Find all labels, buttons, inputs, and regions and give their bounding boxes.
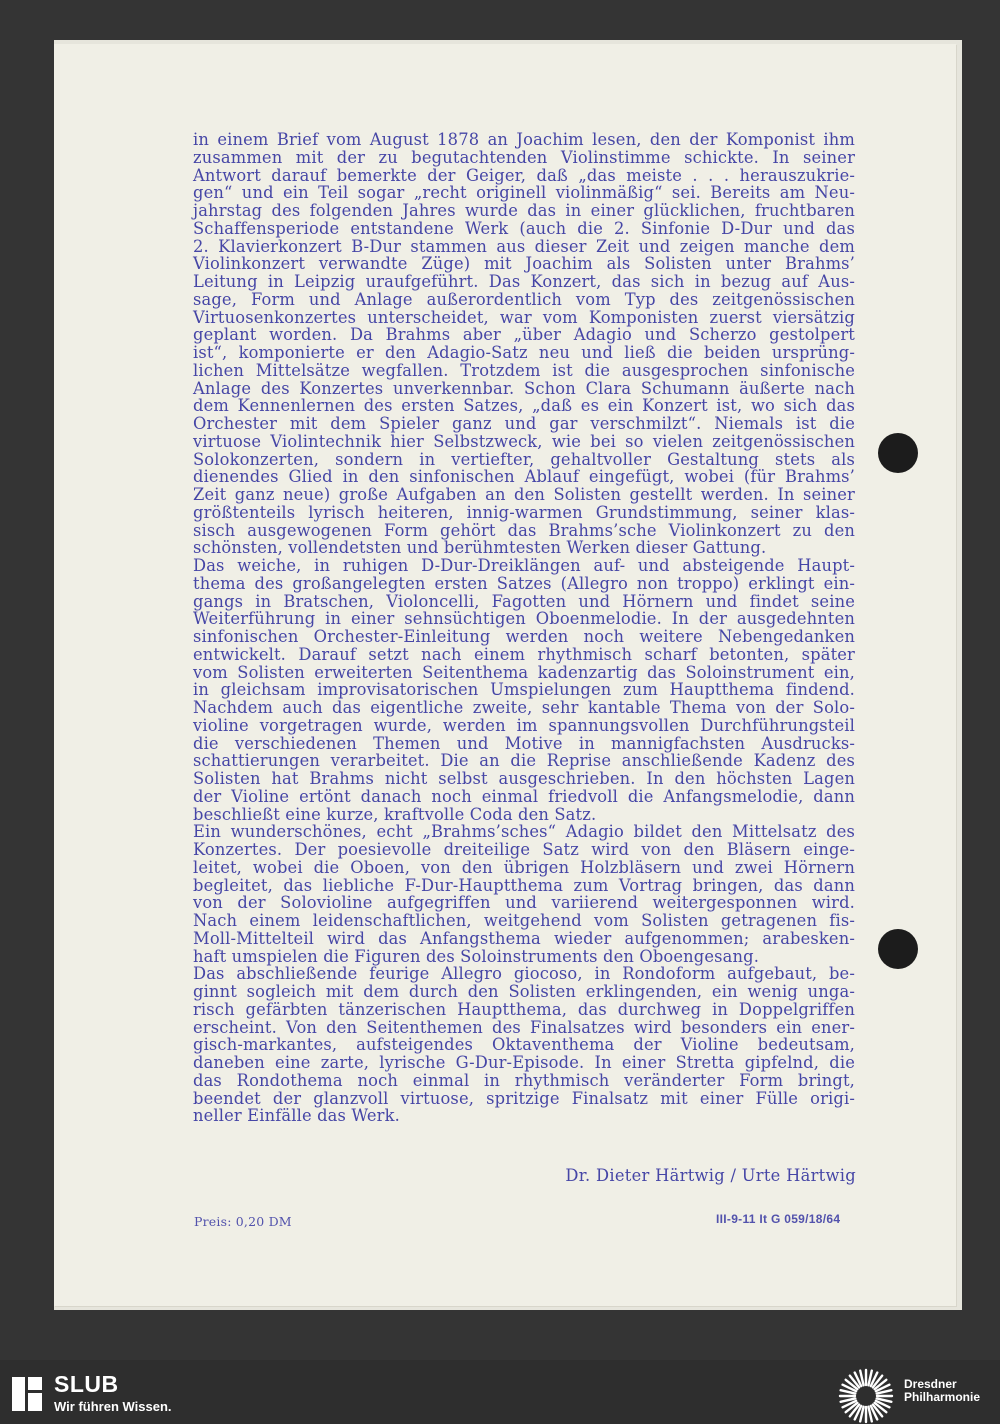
text-line: jahrstag des folgenden Jahres wurde das in einer glücklichen, fruchtbaren bbox=[193, 201, 855, 220]
text-line: sinfonischen Orchester-Einleitung werden noch weitere Nebengedanken bbox=[193, 627, 855, 646]
text-line: lichen Mittelsätze wegfallen. Trotzdem ist die ausgesprochen sinfonische bbox=[193, 360, 855, 380]
text-line: erscheint. Von den Seitenthemen des Finalsatzes wird besonders ein ener- bbox=[193, 1017, 855, 1037]
text-line: Konzertes. Der poesievolle dreiteilige Satz wird von den Bläsern einge- bbox=[193, 840, 855, 859]
print-code: III-9-11 It G 059/18/64 bbox=[716, 1212, 841, 1226]
text-line: ginnt sogleich mit dem durch den Solisten erklingenden, ein wenig unga- bbox=[193, 982, 855, 1001]
text-line: Weiterführung in einer sehnsüchtigen Oboenmelodie. In der ausgedehnten bbox=[193, 609, 855, 629]
text-line: thema des großangelegten ersten Satzes (Allegro non troppo) erklingt ein- bbox=[193, 573, 855, 593]
text-line: Nach einem leidenschaftlichen, weitgehend vom Solisten getragenen fis- bbox=[193, 911, 855, 930]
text-line: gisch-markantes, aufsteigendes Oktaventhema der Violine bedeutsam, bbox=[193, 1035, 855, 1055]
punch-hole-bottom bbox=[878, 929, 918, 969]
text-line: der Violine ertönt danach noch einmal friedvoll die Anfangsmelodie, dann bbox=[193, 786, 855, 806]
text-line: Virtuosenkonzertes unterscheidet, war vom Komponisten zuerst viersätzig bbox=[193, 307, 855, 327]
text-line: sisch ausgewogenen Form gehört das Brahms’sche Violinkonzert zu den bbox=[193, 520, 855, 540]
partner-name-line1: Dresdner bbox=[904, 1377, 957, 1391]
text-line: dienendes Glied in den sinfonischen Ablauf eingefügt, wobei (für Brahms’ bbox=[193, 467, 855, 487]
author-signature: Dr. Dieter Härtwig / Urte Härtwig bbox=[565, 1166, 856, 1185]
document-body-text bbox=[193, 131, 855, 1125]
text-line: Solisten hat Brahms nicht selbst ausgeschrieben. In den höchsten Lagen bbox=[193, 769, 855, 788]
text-line: begleitet, das liebliche F-Dur-Hauptthema zum Vortrag bringen, das dann bbox=[193, 875, 855, 895]
text-line: dem Kennenlernen des ersten Satzes, „daß es ein Konzert ist, wo sich das bbox=[193, 396, 855, 416]
text-line: vom Solisten erweiterten Seitenthema kadenzartig das Soloinstrument ein, bbox=[193, 662, 855, 682]
text-line: Antwort darauf bemerkte der Geiger, daß „das meiste . . . herauszukrie- bbox=[193, 165, 855, 185]
text-line: in gleichsam improvisatorischen Umspielungen zum Hauptthema findend. bbox=[193, 680, 855, 700]
text-line: größtenteils lyrisch heiteren, innig-warmen Grundstimmung, seiner klas- bbox=[193, 502, 855, 522]
text-line: Nachdem auch das eigentliche zweite, sehr kantable Thema von der Solo- bbox=[193, 698, 855, 717]
text-line: leitet, wobei die Oboen, von den übrigen Holzbläsern und zwei Hörnern bbox=[193, 857, 855, 877]
text-line: violine vorgetragen wurde, werden im spannungsvollen Durchführungsteil bbox=[193, 715, 855, 735]
text-line: schattierungen verarbeitet. Die an die Reprise anschließende Kadenz des bbox=[193, 751, 855, 771]
text-line: gen“ und ein Teil sogar „recht originell violinmäßig“ sei. Bereits am Neu- bbox=[193, 183, 855, 203]
text-line: daneben eine zarte, lyrische G-Dur-Episode. In einer Stretta gipfelnd, die bbox=[193, 1053, 855, 1072]
text-line: Violinkonzert verwandte Züge) mit Joachim als Solisten unter Brahms’ bbox=[193, 254, 855, 274]
text-line: Orchester mit dem Spieler ganz und gar verschmilzt“. Niemals ist die bbox=[193, 414, 855, 433]
text-line: Ein wunderschönes, echt „Brahms’sches“ Adagio bildet den Mittelsatz des bbox=[193, 822, 855, 842]
text-line: zusammen mit der zu begutachtenden Violinstimme schickte. In seiner bbox=[193, 147, 855, 167]
text-line: Das weiche, in ruhigen D-Dur-Dreiklängen auf- und absteigende Haupt- bbox=[193, 556, 855, 575]
text-line: neller Einfälle das Werk. bbox=[193, 1106, 400, 1126]
text-line: Leitung in Leipzig uraufgeführt. Das Konzert, das sich in bezug auf Aus- bbox=[193, 272, 855, 291]
partner-name bbox=[904, 1378, 980, 1404]
text-line: beschließt eine kurze, kraftvolle Coda den Satz. bbox=[193, 804, 597, 824]
library-tagline: Wir führen Wissen. bbox=[54, 1399, 172, 1414]
text-line: entwickelt. Darauf setzt nach einem rhythmisch scharf betonten, später bbox=[193, 644, 855, 664]
text-line: 2. Klavierkonzert B-Dur stammen aus dieser Zeit und zeigen manche dem bbox=[193, 236, 855, 256]
slub-logo-icon bbox=[12, 1377, 42, 1411]
text-line: Moll-Mittelteil wird das Anfangsthema wieder aufgenommen; arabesken- bbox=[193, 928, 855, 948]
text-line: beendet der glanzvoll virtuose, spritzige Finalsatz mit einer Fülle origi- bbox=[193, 1088, 855, 1108]
text-line: von der Solovioline aufgegriffen und variierend weitergesponnen wird. bbox=[193, 893, 855, 913]
text-line: Anlage des Konzertes unverkennbar. Schon Clara Schumann äußerte nach bbox=[193, 378, 855, 398]
text-line: das Rondothema noch einmal in rhythmisch veränderter Form bringt, bbox=[193, 1070, 855, 1090]
library-name: SLUB bbox=[54, 1371, 119, 1397]
text-line: Schaffensperiode entstandene Werk (auch die 2. Sinfonie D-Dur und das bbox=[193, 218, 855, 238]
punch-hole-top bbox=[878, 433, 918, 473]
partner-name-line2: Philharmonie bbox=[904, 1390, 981, 1404]
text-line: risch gefärbten tänzerischen Hauptthema, das durchweg in Doppelgriffen bbox=[193, 999, 855, 1019]
text-line: gangs in Bratschen, Violoncelli, Fagotten und Hörnern und findet seine bbox=[193, 591, 855, 611]
text-line: virtuose Violintechnik hier Selbstzweck, wie bei so vielen zeitgenössischen bbox=[193, 431, 855, 451]
price-label: Preis: 0,20 DM bbox=[194, 1214, 292, 1229]
text-line: schönsten, vollendetsten und berühmtesten Werken dieser Gattung. bbox=[193, 538, 767, 558]
text-line: Das abschließende feurige Allegro giocoso, in Rondoform aufgebaut, be- bbox=[193, 964, 855, 984]
text-line: ist“, komponierte er den Adagio-Satz neu und ließ die beiden ursprüng- bbox=[193, 343, 855, 362]
text-line: geplant worden. Da Brahms aber „über Adagio und Scherzo gestolpert bbox=[193, 325, 855, 345]
footer-bar bbox=[0, 1360, 1000, 1424]
text-line: Solokonzerten, sondern in vertiefter, gehaltvoller Gestaltung stets als bbox=[193, 449, 855, 469]
text-line: Zeit ganz neue) große Aufgaben an den Solisten gestellt werden. In seiner bbox=[193, 485, 855, 504]
text-line: haft umspielen die Figuren des Soloinstruments den Oboengesang. bbox=[193, 946, 760, 966]
text-line: in einem Brief vom August 1878 an Joachim lesen, den der Komponist ihm bbox=[193, 130, 855, 149]
text-line: sage, Form und Anlage außerordentlich vom Typ des zeitgenössischen bbox=[193, 289, 855, 309]
text-line: die verschiedenen Themen und Motive in mannigfachsten Ausdrucks- bbox=[193, 733, 855, 753]
philharmonie-sunburst-icon bbox=[838, 1368, 894, 1424]
